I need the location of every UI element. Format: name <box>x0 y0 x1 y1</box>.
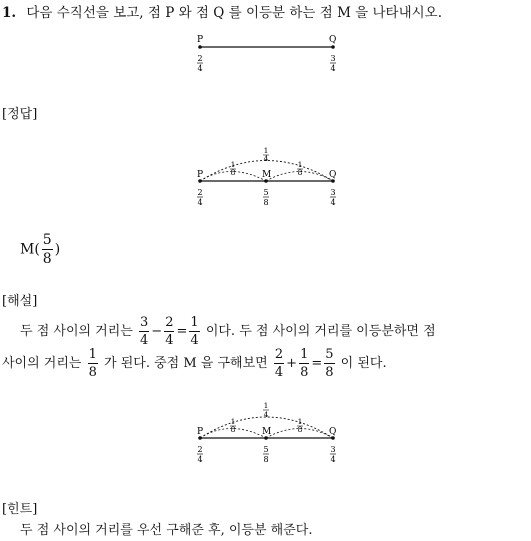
right-frac-num: 1 <box>297 417 303 426</box>
answer-heading: [정답] <box>2 107 38 122</box>
arc-frac-den: 4 <box>263 154 269 163</box>
p-frac-den: 4 <box>197 198 203 207</box>
explanation-text: 이다. 두 점 사이의 거리를 이등분하면 점 <box>205 324 436 339</box>
label-p: P <box>197 170 204 180</box>
fraction: $\frac{5}{8}$ <box>325 347 334 380</box>
point-q <box>331 45 335 49</box>
answer-result <box>20 233 60 266</box>
left-frac-den: 8 <box>230 168 236 177</box>
problem-text: 다음 수직선을 보고, 점 P 와 점 Q 를 이등분 하는 점 M 을 나타내시오. <box>26 5 443 21</box>
p-frac-num: 2 <box>197 54 203 63</box>
right-frac-num: 1 <box>297 160 303 169</box>
problem-number: 1. <box>2 5 17 21</box>
q-frac-den: 4 <box>330 198 336 207</box>
arc-frac-num: 1 <box>263 401 269 410</box>
result-suffix: ) <box>54 241 61 258</box>
right-frac-den: 8 <box>297 425 303 434</box>
point-p <box>198 45 202 49</box>
label-q: Q <box>329 170 337 180</box>
label-q: Q <box>329 35 337 45</box>
equals-sign: = <box>176 324 188 339</box>
explanation-text: 두 점 사이의 거리는 <box>20 324 133 339</box>
p-frac-den: 4 <box>197 455 203 464</box>
arc-frac-den: 4 <box>263 410 269 419</box>
fraction: $\frac{1}{4}$ <box>190 315 199 348</box>
arc-frac-num: 1 <box>263 146 269 155</box>
p-frac-num: 2 <box>197 188 203 197</box>
m-frac-den: 8 <box>263 455 269 464</box>
problem-statement <box>2 7 442 21</box>
label-q: Q <box>329 427 337 437</box>
q-frac-num: 3 <box>330 188 336 197</box>
m-frac-den: 8 <box>263 198 269 207</box>
explanation-text: 이 된다. <box>340 356 387 371</box>
m-frac-num: 5 <box>263 445 269 454</box>
p-frac-den: 4 <box>197 64 203 73</box>
q-frac-den: 4 <box>330 455 336 464</box>
number-line-figure <box>190 28 350 78</box>
fraction: $\frac{1}{8}$ <box>88 347 97 380</box>
q-frac-den: 4 <box>330 64 336 73</box>
m-frac-num: 5 <box>263 188 269 197</box>
right-frac-den: 8 <box>297 168 303 177</box>
minus-sign: − <box>151 324 163 339</box>
explanation-text: 사이의 거리는 <box>2 356 82 371</box>
answer-diagram <box>190 142 350 212</box>
equals-sign: = <box>311 356 323 371</box>
hint-heading: [힌트] <box>2 502 38 517</box>
explanation-line-2 <box>2 348 387 379</box>
q-frac-num: 3 <box>330 445 336 454</box>
explanation-text: 가 된다. 중점 M 을 구해보면 <box>104 356 268 371</box>
label-p: P <box>197 35 204 45</box>
fraction: $\frac{3}{4}$ <box>140 315 149 348</box>
label-m: M <box>262 427 272 437</box>
result-fraction: $\frac{5}{8}$ <box>42 232 52 267</box>
fraction: $\frac{2}{4}$ <box>274 347 284 380</box>
label-m: M <box>262 170 272 180</box>
hint-text: 두 점 사이의 거리를 우선 구해준 후, 이등분 해준다. <box>20 523 313 538</box>
explanation-line-1 <box>20 316 436 347</box>
explanation-diagram <box>190 398 350 470</box>
left-frac-num: 1 <box>230 417 236 426</box>
left-frac-num: 1 <box>230 160 236 169</box>
left-frac-den: 8 <box>230 425 236 434</box>
p-frac-num: 2 <box>197 445 203 454</box>
explanation-heading: [해설] <box>2 294 38 309</box>
plus-sign: + <box>286 356 298 371</box>
label-p: P <box>197 427 204 437</box>
q-frac-num: 3 <box>330 54 336 63</box>
fraction: $\frac{2}{4}$ <box>165 315 174 348</box>
fraction: $\frac{1}{8}$ <box>300 347 309 380</box>
result-prefix: M( <box>20 241 40 258</box>
